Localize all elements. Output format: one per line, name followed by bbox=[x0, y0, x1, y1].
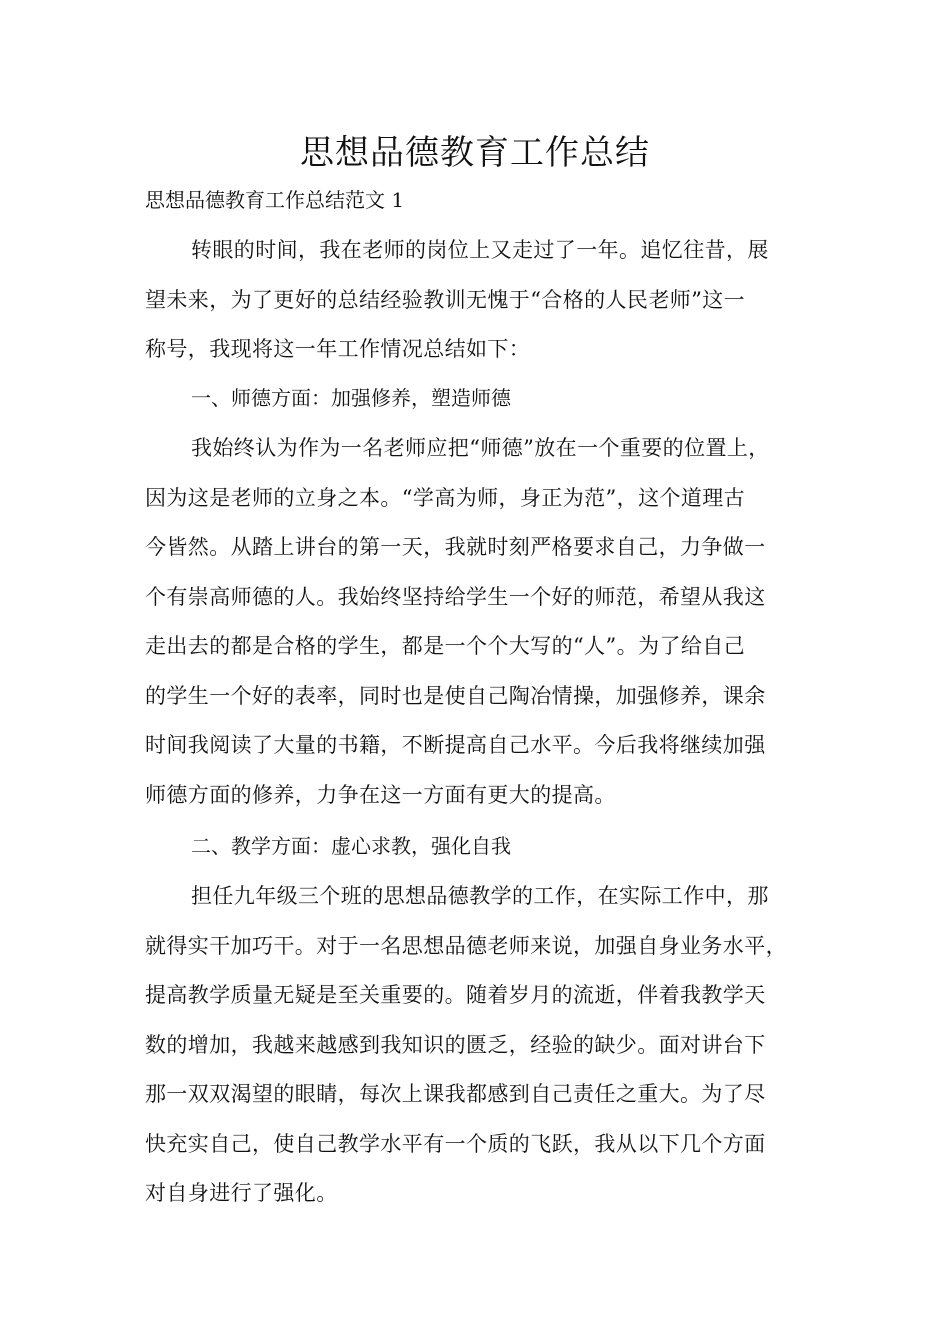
paragraph-teaching bbox=[145, 872, 810, 1219]
paragraph-line: 我始终认为作为一名老师应把“师德”放在一个重要的位置上， bbox=[191, 436, 770, 460]
paragraph-line: 快充实自己，使自己教学水平有一个质的飞跃，我从以下几个方面 bbox=[145, 1131, 766, 1156]
paragraph-line: 望未来，为了更好的总结经验教训无愧于“合格的人民老师”这一 bbox=[145, 287, 746, 312]
paragraph-ethics bbox=[145, 424, 810, 820]
section-heading: 二、教学方面：虚心求教，强化自我 bbox=[191, 834, 511, 858]
paragraph-line: 转眼的时间，我在老师的岗位上又走过了一年。追忆往昔，展 bbox=[191, 238, 769, 262]
section-heading: 一、师德方面：加强修养，塑造师德 bbox=[191, 386, 511, 410]
paragraph-line: 走出去的都是合格的学生，都是一个个大写的“人”。为了给自己 bbox=[145, 634, 746, 658]
paragraph-line: 数的增加，我越来越感到我知识的匮乏，经验的缺少。面对讲台下 bbox=[145, 1032, 766, 1057]
paragraph-line: 的学生一个好的表率，同时也是使自己陶冶情操，加强修养，课余 bbox=[145, 683, 766, 708]
paragraph-line: 时间我阅读了大量的书籍，不断提高自己水平。今后我将继续加强 bbox=[145, 733, 766, 757]
paragraph-line: 师德方面的修养，力争在这一方面有更大的提高。 bbox=[145, 782, 616, 807]
paragraph-line: 对自身进行了强化。 bbox=[145, 1181, 338, 1205]
document-title: 思想品德教育工作总结 bbox=[300, 133, 650, 173]
paragraph-line: 就得实干加巧干。对于一名思想品德老师来说，加强自身业务水平， bbox=[145, 933, 787, 958]
section-heading-ethics bbox=[145, 374, 810, 424]
paragraph-intro bbox=[145, 226, 810, 375]
paragraph-line: 称号，我现将这一年工作情况总结如下： bbox=[145, 337, 531, 361]
section-heading-teaching bbox=[145, 822, 810, 872]
document-subtitle: 思想品德教育工作总结范文 1 bbox=[145, 188, 405, 212]
paragraph-line: 因为这是老师的立身之本。“学高为师，身正为范”，这个道理古 bbox=[145, 485, 746, 510]
paragraph-line: 提高教学质量无疑是至关重要的。随着岁月的流逝，伴着我教学天 bbox=[145, 983, 766, 1007]
paragraph-line: 个有崇高师德的人。我始终坚持给学生一个好的师范，希望从我这 bbox=[145, 584, 766, 609]
paragraph-line: 担任九年级三个班的思想品德教学的工作，在实际工作中，那 bbox=[191, 884, 769, 908]
paragraph-line: 今皆然。从踏上讲台的第一天，我就时刻严格要求自己，力争做一 bbox=[145, 535, 766, 559]
paragraph-line: 那一双双渴望的眼睛，每次上课我都感到自己责任之重大。为了尽 bbox=[145, 1082, 766, 1106]
